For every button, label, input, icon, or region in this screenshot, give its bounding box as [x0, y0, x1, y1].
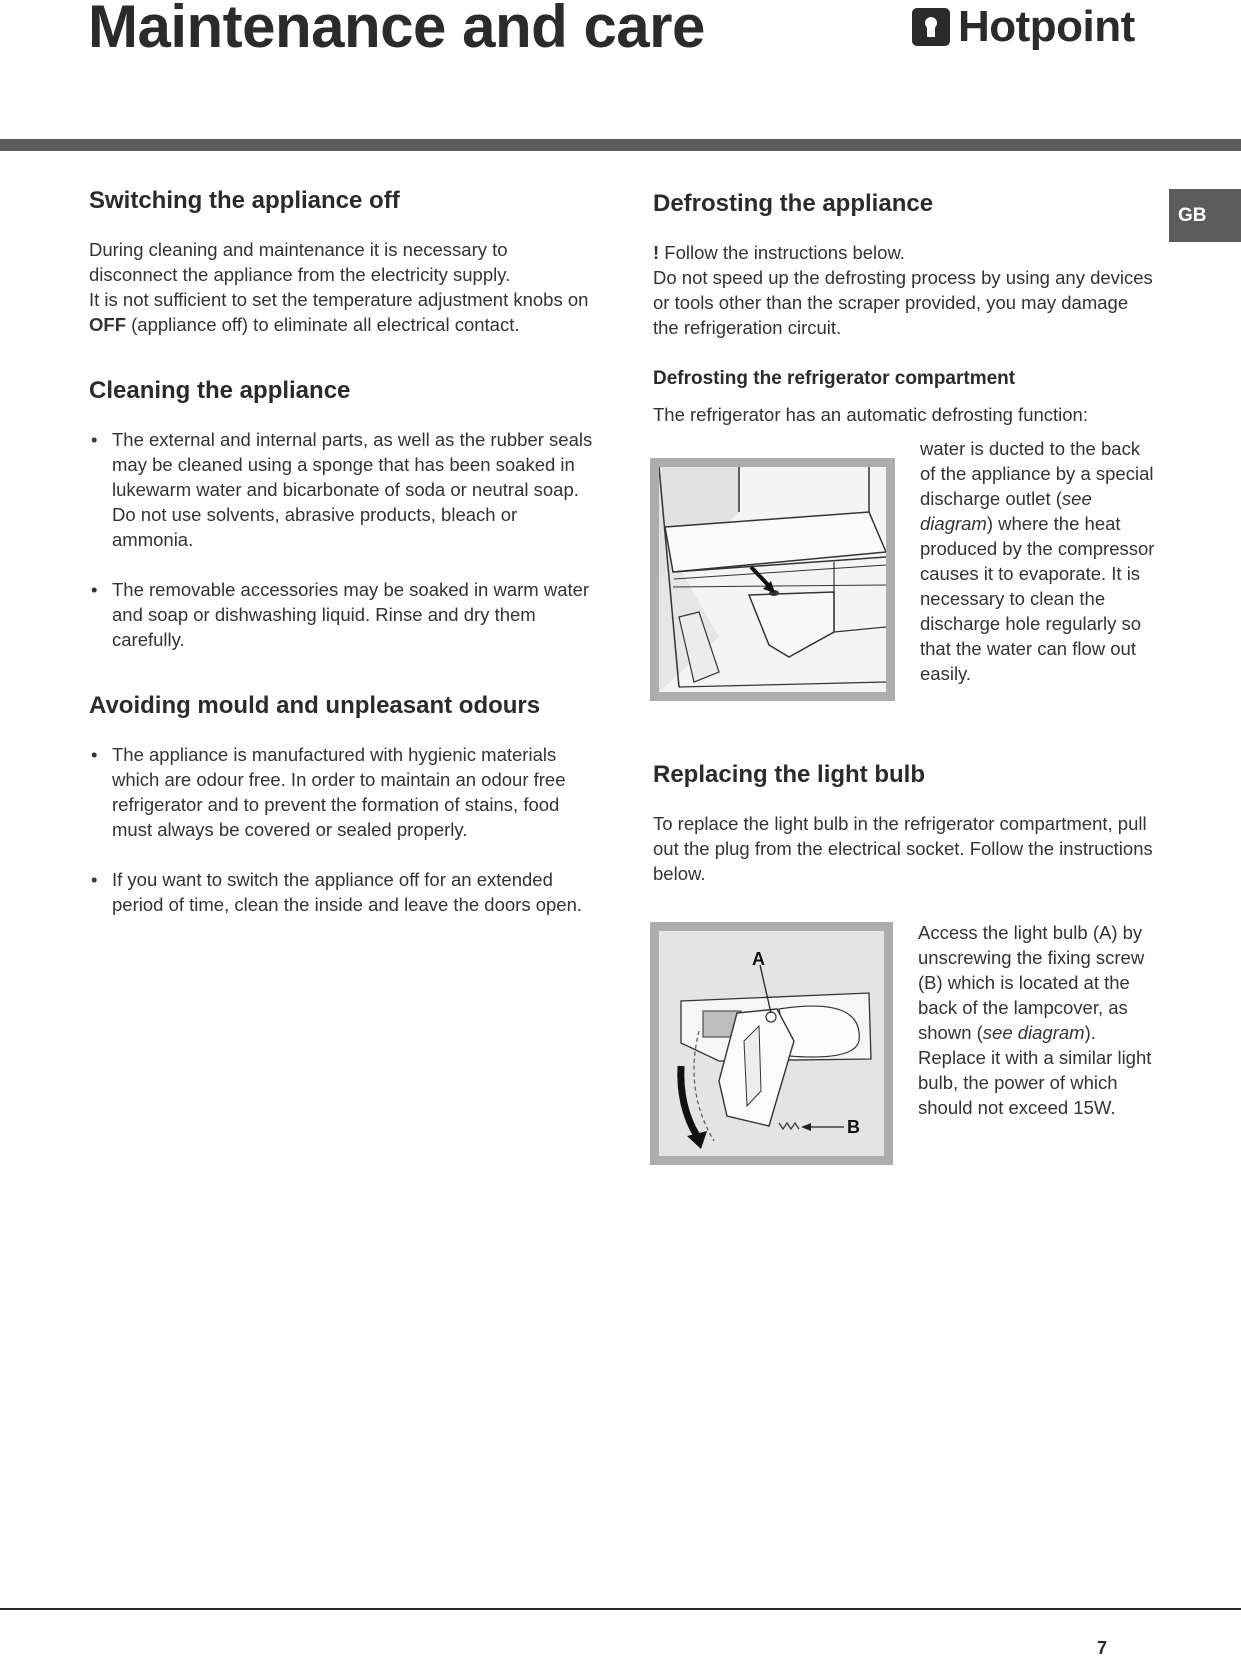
section-heading: Replacing the light bulb [653, 761, 925, 788]
hotpoint-logo-icon [912, 8, 950, 46]
bulb-side-text [918, 920, 1160, 1120]
paragraph: It is not sufficient to set the temperature adjustment knobs on OFF (appliance off) to eliminate all electrical contact. [89, 289, 589, 335]
list-item: • The removable accessories may be soaked in warm water and soap or dishwashing liquid. Rinse and dry them carefully. [89, 577, 594, 652]
list-item: • The appliance is manufactured with hygienic materials which are odour free. In order to maintain an odour free refrigerator and to prevent the formation of stains, food must always be covered or sealed properly. [89, 742, 594, 842]
warning-mark: ! [653, 242, 660, 263]
page-number: 7 [1097, 1638, 1108, 1658]
sub-heading: Defrosting the refrigerator compartment [653, 368, 1016, 389]
paragraph: The refrigerator has an automatic defrosting function: [653, 404, 1088, 425]
bullet-list [89, 742, 594, 917]
left-column [89, 186, 594, 917]
bullet-list [89, 427, 594, 652]
paragraph: ! Follow the instructions below. [653, 242, 905, 263]
defrost-side-text [920, 436, 1160, 686]
light-bulb-diagram [650, 922, 893, 1165]
italic-text: see diagram [920, 488, 1092, 534]
paragraph: To replace the light bulb in the refrigerator compartment, pull out the plug from the electrical socket. Follow the instructions below. [653, 813, 1153, 884]
header-divider [0, 139, 1241, 151]
page-title: Maintenance and care [88, 0, 705, 60]
list-item: • If you want to switch the appliance off for an extended period of time, clean the inside and leave the doors open. [89, 867, 594, 917]
right-column-bulb [653, 760, 1158, 886]
brand-name: Hotpoint [958, 2, 1135, 51]
paragraph: During cleaning and maintenance it is necessary to disconnect the appliance from the electricity supply. [89, 239, 511, 285]
section-heading: Cleaning the appliance [89, 377, 351, 404]
right-column-defrost [653, 189, 1158, 427]
section-heading: Defrosting the appliance [653, 190, 934, 217]
section-heading: Switching the appliance off [89, 187, 400, 214]
paragraph: water is ducted to the back of the appliance by a special discharge outlet (see diagram) where the heat produced by the compressor causes it to evaporate. It is necessary to clean the discharge hole regularly so that the water can flow out easily. [920, 438, 1155, 684]
section-heading: Avoiding mould and unpleasant odours [89, 692, 541, 719]
paragraph: Access the light bulb (A) by unscrewing the fixing screw (B) which is located at the back of the lampcover, as shown (see diagram). Replace it with a similar light bulb, the power of which should not exceed 15W. [918, 922, 1152, 1118]
bold-text: OFF [89, 314, 126, 335]
label-a: A [752, 949, 765, 969]
list-item: • The external and internal parts, as well as the rubber seals may be cleaned using a sponge that has been soaked in lukewarm water and bicarbonate of soda or neutral soap. Do not use solvents, abrasive products, bleach or ammonia. [89, 427, 594, 552]
italic-text: see diagram [982, 1022, 1085, 1043]
paragraph: Do not speed up the defrosting process by using any devices or tools other than the scraper provided, you may damage the refrigeration circuit. [653, 267, 1153, 338]
label-b: B [847, 1117, 860, 1137]
defrost-diagram [650, 458, 895, 701]
footer-divider [0, 1608, 1241, 1610]
refrigerator-drain-illustration [659, 467, 886, 692]
brand-logo [912, 2, 1135, 52]
language-tab: GB [1169, 189, 1241, 242]
lampcover-illustration [659, 931, 884, 1156]
